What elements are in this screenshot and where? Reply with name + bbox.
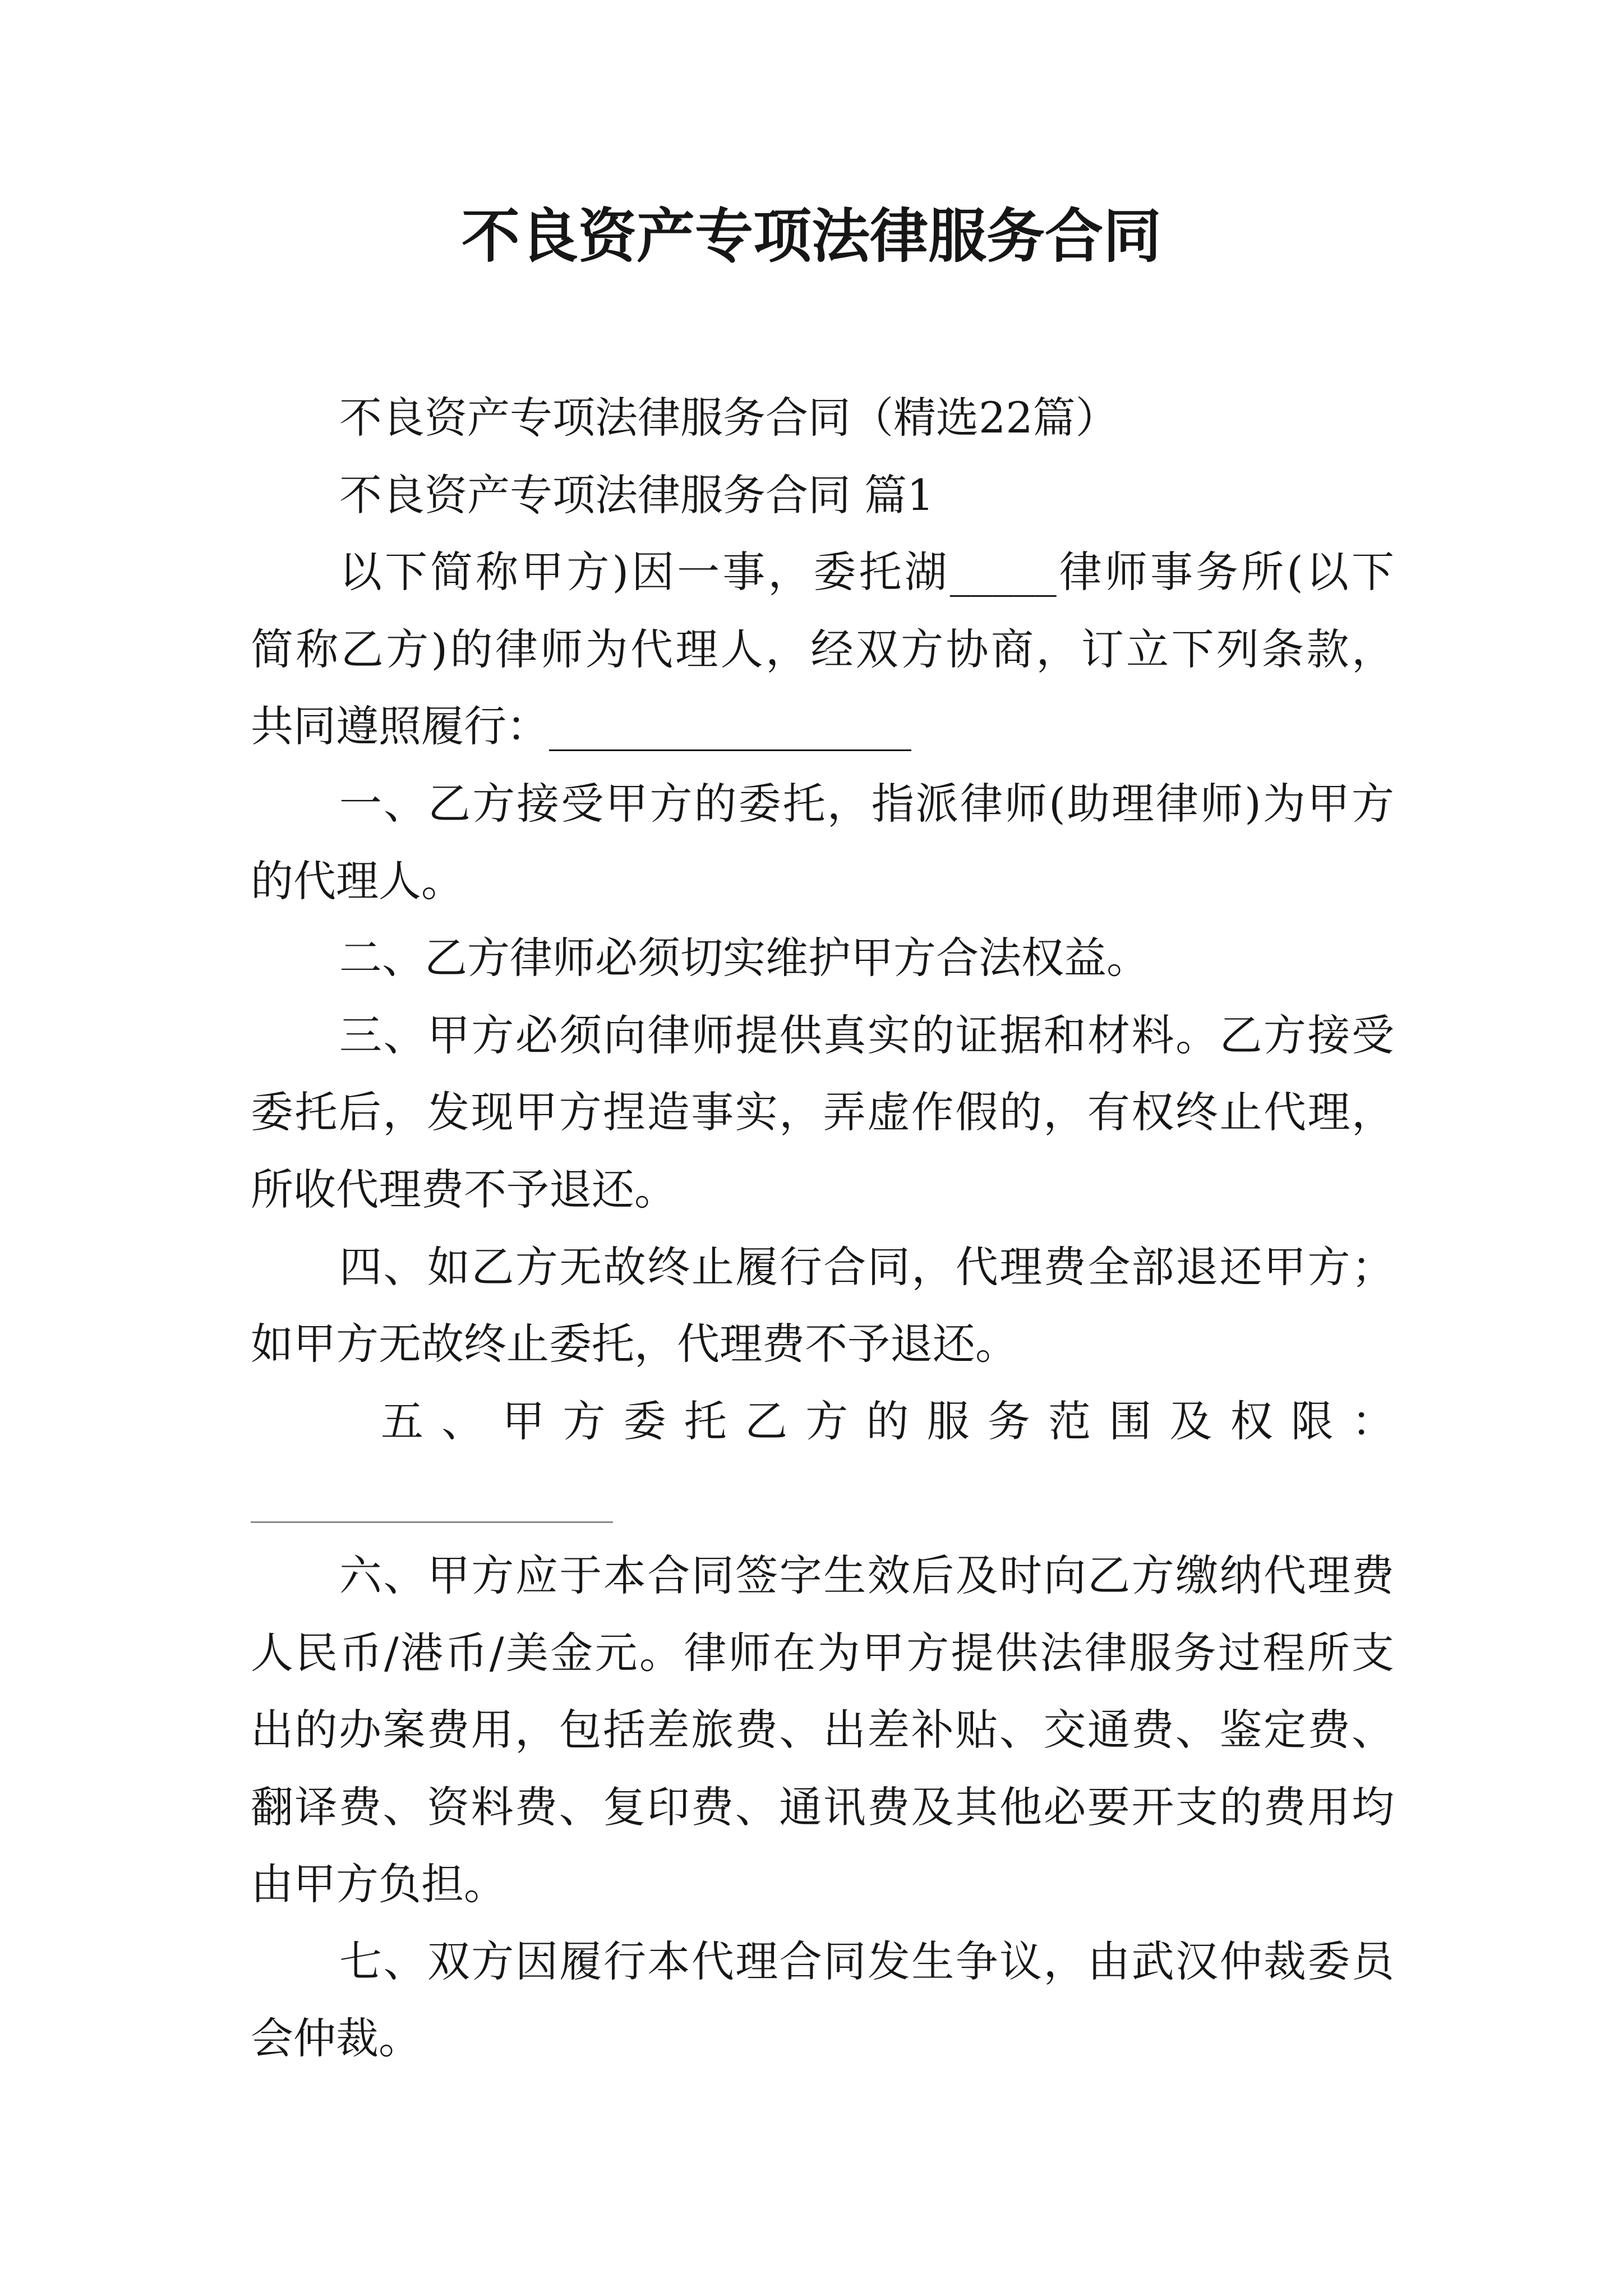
clause-line: 一、乙方接受甲方的委托，指派律师(助理律师)为甲方 — [339, 778, 1394, 829]
clause-line: 所收代理费不予退还。 — [251, 1164, 677, 1214]
clause-line: 会仲裁。 — [251, 2013, 421, 2064]
paragraph-line: 共同遵照履行：_________________ — [251, 701, 911, 752]
clause-line: 四、如乙方无故终止履行合同，代理费全部退还甲方； — [339, 1241, 1394, 1292]
clause-1 — [251, 765, 1394, 919]
document-title: 不良资产专项法律服务合同 — [461, 201, 1161, 270]
document-body — [251, 379, 1394, 2077]
clause-line: 六、甲方应于本合同签字生效后及时向乙方缴纳代理费 — [339, 1550, 1394, 1600]
clause-line: 委托后，发现甲方捏造事实，弄虚作假的，有权终止代理， — [251, 1087, 1394, 1138]
paragraph-line: 简称乙方)的律师为代理人，经双方协商，订立下列条款， — [251, 624, 1394, 674]
clause-line: 五、甲方委托乙方的服务范围及权限： — [381, 1396, 1394, 1446]
clause-4 — [251, 1228, 1394, 1383]
clause-7 — [251, 1923, 1394, 2077]
preamble-paragraph — [251, 533, 1394, 765]
document-subtitle: 不良资产专项法律服务合同（精选22篇） — [339, 393, 1118, 443]
clause-line: 二、乙方律师必须切实维护甲方合法权益。 — [339, 933, 1149, 983]
clause-line: 翻译费、资料费、复印费、通讯费及其他必要开支的费用均 — [251, 1782, 1394, 1832]
clause-line: 的代理人。 — [251, 855, 464, 906]
clause-6 — [251, 1537, 1394, 1923]
clause-5 — [251, 1383, 1394, 1537]
clause-3 — [251, 997, 1394, 1228]
clause-2 — [251, 919, 1394, 997]
section-heading: 不良资产专项法律服务合同 篇1 — [339, 470, 934, 520]
clause-line: 三、甲方必须向律师提供真实的证据和材料。乙方接受 — [339, 1010, 1394, 1060]
clause-line: 由甲方负担。 — [251, 1859, 506, 1910]
blank-fill-line: _________________ — [251, 1473, 613, 1524]
clause-line: 如甲方无故终止委托，代理费不予退还。 — [251, 1319, 1018, 1369]
paragraph-line: 以下简称甲方)因一事，委托湖_____律师事务所(以下 — [339, 547, 1394, 597]
clause-line: 出的办案费用，包括差旅费、出差补贴、交通费、鉴定费、 — [251, 1705, 1394, 1755]
clause-line: 七、双方因履行本代理合同发生争议，由武汉仲裁委员 — [339, 1936, 1394, 1986]
clause-line: 人民币/港币/美金元。律师在为甲方提供法律服务过程所支 — [251, 1627, 1394, 1678]
